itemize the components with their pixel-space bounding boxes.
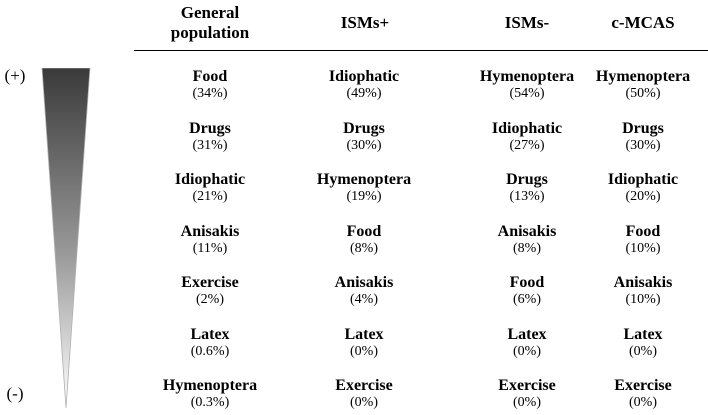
trigger-name: Exercise — [498, 377, 556, 394]
table-cell — [462, 325, 592, 360]
header-isms-plus: ISMs+ — [340, 13, 390, 32]
table-cell — [462, 170, 592, 205]
table-cell — [578, 119, 708, 154]
header-general-population: General population — [170, 3, 250, 42]
trigger-percentage: (54%) — [509, 86, 545, 101]
trigger-name: Idiophatic — [491, 120, 563, 137]
table-cell — [145, 325, 275, 360]
trigger-name: Latex — [623, 326, 663, 343]
trigger-name: Latex — [190, 326, 230, 343]
trigger-percentage: (8%) — [513, 241, 541, 256]
table-cell — [462, 222, 592, 257]
trigger-percentage: (0.6%) — [190, 344, 230, 359]
table-cell — [578, 170, 708, 205]
table-cell — [299, 222, 429, 257]
trigger-name: Hymenoptera — [595, 68, 691, 85]
trigger-percentage: (30%) — [346, 138, 382, 153]
table-cell — [145, 119, 275, 154]
trigger-name: Anisakis — [180, 223, 240, 240]
header-c-mcas: c-MCAS — [611, 13, 675, 32]
table-cell — [145, 376, 275, 411]
trigger-name: Latex — [507, 326, 547, 343]
trigger-percentage: (34%) — [192, 86, 228, 101]
table-cell — [299, 376, 429, 411]
trigger-name: Food — [192, 68, 228, 85]
trigger-name: Latex — [344, 326, 384, 343]
table-cell — [462, 67, 592, 102]
trigger-percentage: (10%) — [625, 292, 661, 307]
trigger-name: Hymenoptera — [162, 377, 258, 394]
trigger-percentage: (30%) — [625, 138, 661, 153]
trigger-percentage: (0%) — [350, 344, 378, 359]
table-cell — [578, 222, 708, 257]
trigger-percentage: (49%) — [346, 86, 382, 101]
trigger-percentage: (0%) — [513, 344, 541, 359]
table-cell — [299, 67, 429, 102]
table-cell — [299, 170, 429, 205]
trigger-percentage: (0%) — [629, 395, 657, 410]
trigger-name: Drugs — [622, 120, 664, 137]
trigger-percentage: (31%) — [192, 138, 228, 153]
trigger-percentage: (0%) — [629, 344, 657, 359]
scale-bottom-label: (-) — [6, 384, 24, 403]
trigger-name: Idiophatic — [607, 171, 679, 188]
scale-top-label: (+) — [4, 66, 26, 85]
table-cell — [145, 273, 275, 308]
header-divider — [134, 50, 708, 51]
trigger-percentage: (0.3%) — [190, 395, 230, 410]
trigger-percentage: (19%) — [346, 189, 382, 204]
trigger-percentage: (27%) — [509, 138, 545, 153]
table-cell — [578, 376, 708, 411]
table-cell — [578, 325, 708, 360]
trigger-percentage: (50%) — [625, 86, 661, 101]
trigger-name: Food — [509, 274, 545, 291]
table-cell — [462, 119, 592, 154]
trigger-name: Exercise — [614, 377, 672, 394]
trigger-name: Drugs — [343, 120, 385, 137]
trigger-name: Anisakis — [613, 274, 673, 291]
trigger-name: Idiophatic — [174, 171, 246, 188]
table-cell — [145, 170, 275, 205]
trigger-name: Exercise — [181, 274, 239, 291]
trigger-percentage: (6%) — [513, 292, 541, 307]
trigger-percentage: (0%) — [513, 395, 541, 410]
trigger-percentage: (4%) — [350, 292, 378, 307]
table-cell — [462, 376, 592, 411]
trigger-name: Anisakis — [497, 223, 557, 240]
trigger-name: Exercise — [335, 377, 393, 394]
trigger-percentage: (20%) — [625, 189, 661, 204]
table-cell — [578, 67, 708, 102]
gradient-triangle — [40, 68, 92, 410]
trigger-percentage: (21%) — [192, 189, 228, 204]
trigger-percentage: (8%) — [350, 241, 378, 256]
trigger-percentage: (11%) — [192, 241, 228, 256]
trigger-percentage: (2%) — [196, 292, 224, 307]
table-cell — [145, 67, 275, 102]
trigger-name: Hymenoptera — [316, 171, 412, 188]
table-cell — [299, 273, 429, 308]
trigger-name: Food — [346, 223, 382, 240]
trigger-name: Food — [625, 223, 661, 240]
trigger-name: Drugs — [506, 171, 548, 188]
table-cell — [145, 222, 275, 257]
trigger-percentage: (0%) — [350, 395, 378, 410]
trigger-percentage: (13%) — [509, 189, 545, 204]
table-cell — [299, 325, 429, 360]
table-cell — [462, 273, 592, 308]
table-cell — [299, 119, 429, 154]
trigger-name: Anisakis — [334, 274, 394, 291]
trigger-name: Idiophatic — [328, 68, 400, 85]
trigger-name: Hymenoptera — [479, 68, 575, 85]
trigger-name: Drugs — [189, 120, 231, 137]
header-isms-minus: ISMs- — [504, 13, 550, 32]
trigger-percentage: (10%) — [625, 241, 661, 256]
table-cell — [578, 273, 708, 308]
